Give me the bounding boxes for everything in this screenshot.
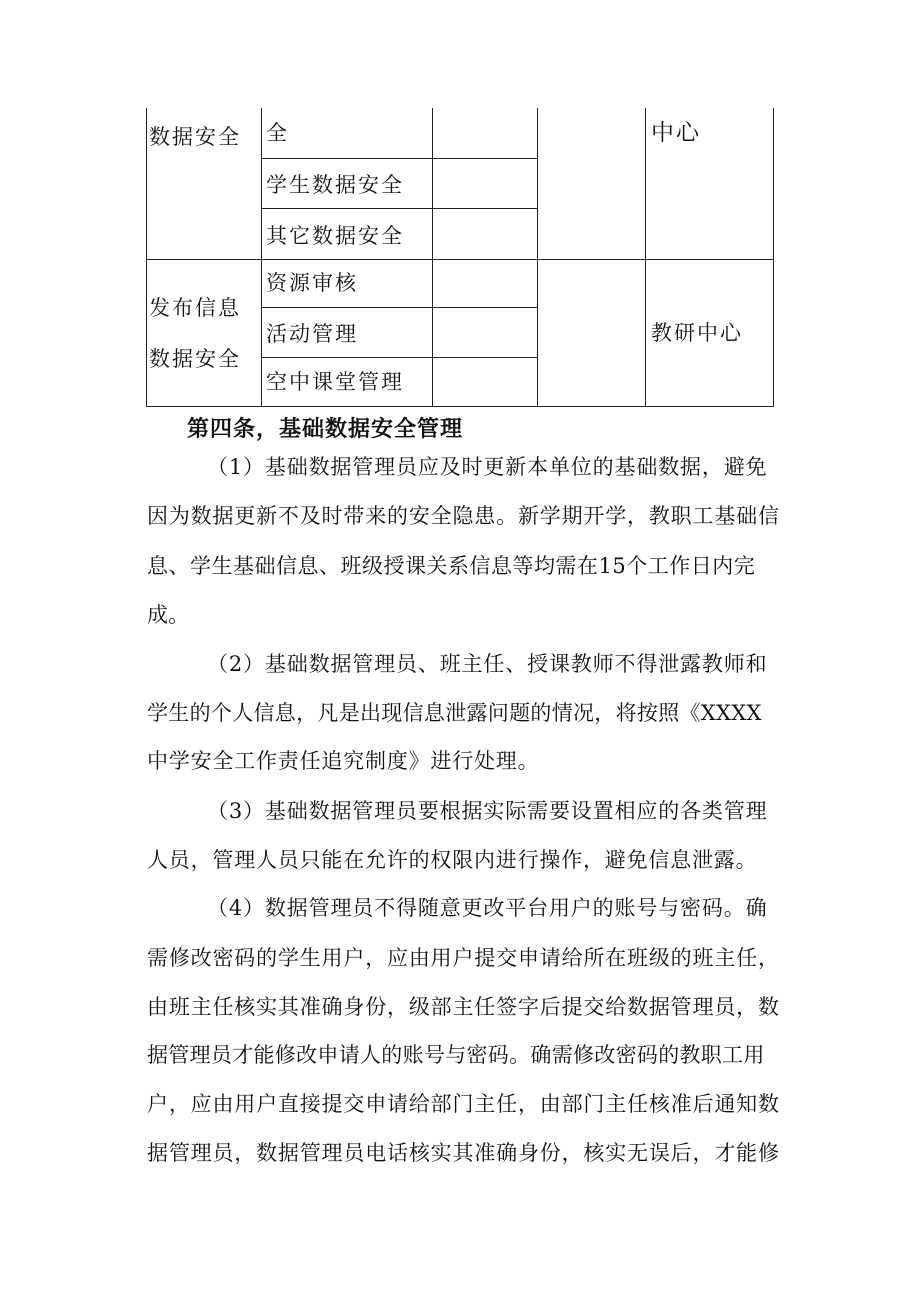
paragraph-line: 户，应由用户直接提交申请给部门主任，由部门主任核准后通知数 [147, 1092, 780, 1116]
table-row-divider [261, 307, 537, 308]
table-divider-col1 [261, 108, 262, 407]
paragraph-line: 中学安全工作责任追究制度》进行处理。 [147, 749, 540, 773]
table-row-divider [261, 158, 537, 159]
table-item-cell: 全 [266, 121, 289, 145]
table-category-cell: 数据安全 [149, 347, 241, 371]
table-category-cell: 数据安全 [149, 125, 241, 149]
table-border-right [773, 108, 774, 407]
section-heading: 第四条，基础数据安全管理 [187, 417, 464, 442]
paragraph-line: 息、学生基础信息、班级授课关系信息等均需在15个工作日内完 [147, 554, 756, 578]
paragraph-line: 成。 [147, 603, 189, 627]
table-item-cell: 学生数据安全 [266, 173, 404, 197]
paragraph-line: 人员，管理人员只能在允许的权限内进行操作，避免信息泄露。 [147, 848, 758, 872]
paragraph-line: （4）数据管理员不得随意更改平台用户的账号与密码。确 [207, 896, 768, 920]
paragraph-line: 据管理员，数据管理员电话核实其准确身份，核实无误后，才能修 [147, 1141, 780, 1165]
paragraph-line: 由班主任核实其准确身份，级部主任签字后提交给数据管理员，数 [147, 995, 780, 1019]
table-item-cell: 资源审核 [266, 271, 358, 295]
table-group-divider [146, 259, 774, 260]
table-divider-col4 [645, 108, 646, 407]
paragraph-line: 学生的个人信息，凡是出现信息泄露问题的情况，将按照《XXXX [147, 701, 762, 725]
paragraph-line: （3）基础数据管理员要根据实际需要设置相应的各类管理 [207, 799, 768, 823]
paragraph-line: （2）基础数据管理员、班主任、授课教师不得泄露教师和 [207, 652, 768, 676]
table-border-bottom [146, 406, 774, 407]
paragraph-line: 需修改密码的学生用户，应由用户提交申请给所在班级的班主任， [147, 946, 780, 970]
table-row-divider [261, 208, 537, 209]
table-category-cell: 发布信息 [149, 296, 241, 320]
table-border-left [146, 108, 147, 407]
table-divider-col3 [537, 108, 538, 407]
table-item-cell: 活动管理 [266, 322, 358, 346]
table-department-cell: 中心 [651, 120, 701, 146]
paragraph-line: 据管理员才能修改申请人的账号与密码。确需修改密码的教职工用 [147, 1043, 765, 1067]
table-department-cell: 教研中心 [651, 321, 743, 345]
table-divider-col2 [432, 108, 433, 407]
paragraph-line: （1）基础数据管理员应及时更新本单位的基础数据，避免 [207, 455, 768, 479]
table-row-divider [261, 357, 537, 358]
paragraph-line: 因为数据更新不及时带来的安全隐患。新学期开学，教职工基础信 [147, 504, 780, 528]
table-item-cell: 空中课堂管理 [266, 370, 404, 394]
table-item-cell: 其它数据安全 [266, 224, 404, 248]
